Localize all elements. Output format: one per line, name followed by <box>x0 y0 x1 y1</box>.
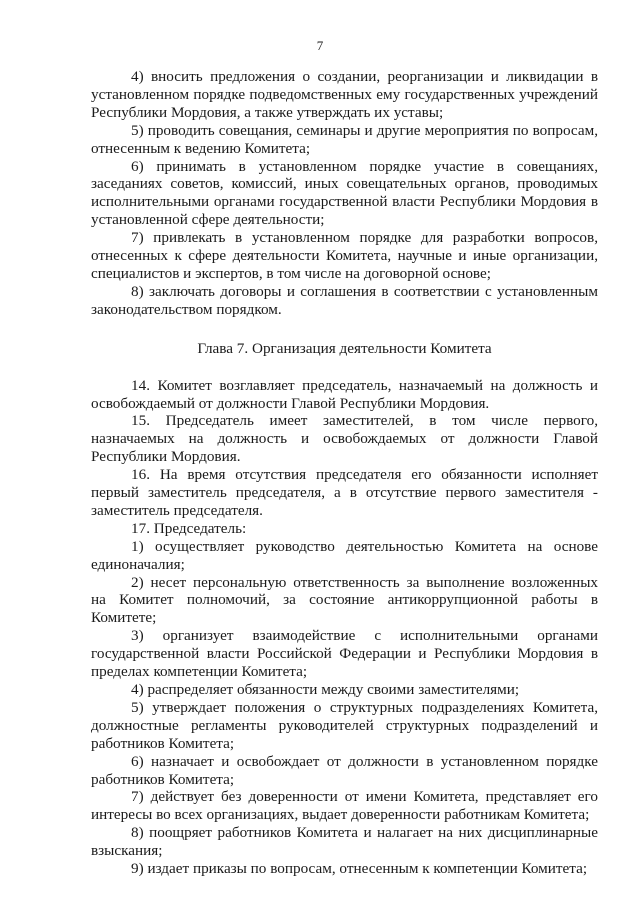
paragraph-section-15: 15. Председатель имеет заместителей, в том числе первого, назначаемых на должность и освобождаемых от должности Главой Республики Мордовия. <box>91 412 598 466</box>
paragraph-section-17: 17. Председатель: <box>131 519 247 537</box>
paragraph-section-14: 14. Комитет возглавляет председатель, назначаемый на должность и освобождаемый от должности Главой Республики Мордовия. <box>91 376 598 412</box>
chairman-duty-7: 7) действует без доверенности от имени Комитета, представляет его интересы во всех организациях, выдает доверенности работникам Комитета; <box>91 788 598 824</box>
paragraph-item-8: 8) заключать договоры и соглашения в соответствии с установленным законодательством порядком. <box>91 282 598 318</box>
chairman-duty-2: 2) несет персональную ответственность за выполнение возложенных на Комитет полномочий, за состояние антикоррупционной работы в Комитете; <box>91 573 598 627</box>
chairman-duty-1: 1) осуществляет руководство деятельностью Комитета на основе единоначалия; <box>91 537 598 573</box>
chairman-duty-3: 3) организует взаимодействие с исполнительными органами государственной власти Российской Федерации и Республики Мордовия в пределах компетенции Комитета; <box>91 627 598 681</box>
paragraph-item-5: 5) проводить совещания, семинары и другие мероприятия по вопросам, отнесенным к ведению Комитета; <box>91 121 598 157</box>
chairman-duty-8: 8) поощряет работников Комитета и налагает на них дисциплинарные взыскания; <box>91 824 598 860</box>
chapter-title: Глава 7. Организация деятельности Комитета <box>197 339 492 357</box>
chairman-duty-5: 5) утверждает положения о структурных подразделениях Комитета, должностные регламенты руководителей структурных подразделений и работников Комитета; <box>91 698 598 752</box>
chairman-duty-9: 9) издает приказы по вопросам, отнесенным к компетенции Комитета; <box>131 860 588 878</box>
paragraph-item-6: 6) принимать в установленном порядке участие в совещаниях, заседаниях советов, комиссий, иных совещательных органов, проводимых исполнительными органами государственной власти Республики Мордовия в установленной сфере деятельности; <box>91 157 598 229</box>
document-body <box>91 68 598 878</box>
chairman-duty-4: 4) распределяет обязанности между своими заместителями; <box>131 681 520 698</box>
paragraph-section-16: 16. На время отсутствия председателя его обязанности исполняет первый заместитель председателя, а в отсутствие первого заместителя - заместитель председателя. <box>91 466 598 519</box>
chairman-duty-6: 6) назначает и освобождает от должности в установленном порядке работников Комитета; <box>91 752 598 788</box>
paragraph-item-7: 7) привлекать в установленном порядке для разработки вопросов, отнесенных к сфере деятельности Комитета, научные и иные организации, специалистов и экспертов, в том числе на договорной основе; <box>91 229 598 282</box>
page-number: 7 <box>316 38 324 53</box>
paragraph-item-4: 4) вносить предложения о создании, реорганизации и ликвидации в установленном порядке подведомственных ему государственных учреждений Республики Мордовия, а также утверждать их уставы; <box>91 68 598 121</box>
